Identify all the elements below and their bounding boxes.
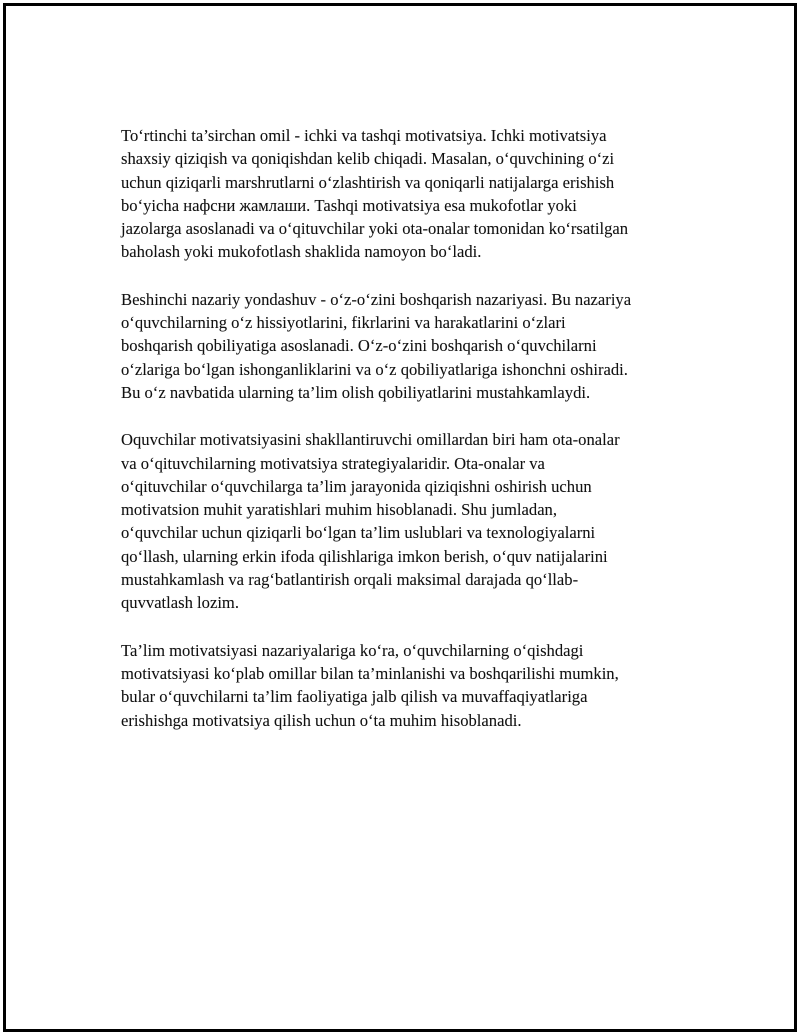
- paragraph-self-regulation-theory: Beshinchi nazariy yondashuv - o‘z-o‘zini boshqarish nazariyasi. Bu nazariya o‘quvchilarning o‘z hissiyotlarini, fikrlarini va harakatlarini o‘zlari boshqarish qobiliyatiga asoslanadi. O‘z-o‘zini boshqarish o‘quvchilarni o‘zlariga bo‘lgan ishonganliklarini va o‘z qobiliyatlariga ishonchni oshiradi. Bu o‘z navbatida ularning ta’lim olish qobiliyatlarini mustahkamlaydi.: [121, 289, 632, 402]
- document-body: [121, 124, 701, 756]
- paragraph-intrinsic-extrinsic-motivation: To‘rtinchi ta’sirchan omil - ichki va tashqi motivatsiya. Ichki motivatsiya shaxsiy qiziqish va qoniqishdan kelib chiqadi. Masalan, o‘quvchining o‘zi uchun qiziqarli marshrutlarni o‘zlashtirish va qoniqarli natijalarga erishish bo‘yicha нафсни жамлаши. Tashqi motivatsiya esa mukofotlar yoki jazolarga asoslanadi va o‘qituvchilar yoki ota-onalar tomonidan ko‘rsatilgan baholash yoki mukofotlash shaklida namoyon bo‘ladi.: [121, 126, 629, 262]
- paragraph-parents-teachers-strategies: Oquvchilar motivatsiyasini shakllantiruvchi omillardan biri ham ota-onalar va o‘qituvchilarning motivatsiya strategiyalaridir. Ota-onalar va o‘qituvchilar o‘quvchilarga ta’lim jarayonida qiziqishni oshirish uchun motivatsion muhit yaratishlari muhim hisoblanadi. Shu jumladan, o‘quvchilar uchun qiziqarli bo‘lgan ta’lim uslublari va texnologiyalarni qo‘llash, ularning erkin ifoda qilishlariga imkon berish, o‘quv natijalarini mustahkamlash va rag‘batlantirish orqali maksimal darajada qo‘llab- quvvatlash lozim.: [121, 430, 620, 613]
- page-border: [3, 3, 797, 1032]
- paragraph-conclusion: Ta’lim motivatsiyasi nazariyalariga ko‘ra, o‘quvchilarning o‘qishdagi motivatsiyasi ko‘plab omillar bilan ta’minlanishi va boshqarilishi mumkin, bular o‘quvchilarni ta’lim faoliyatiga jalb qilish va muvaffaqiyatlariga erishishga motivatsiya qilish uchun o‘ta muhim hisoblanadi.: [121, 640, 619, 730]
